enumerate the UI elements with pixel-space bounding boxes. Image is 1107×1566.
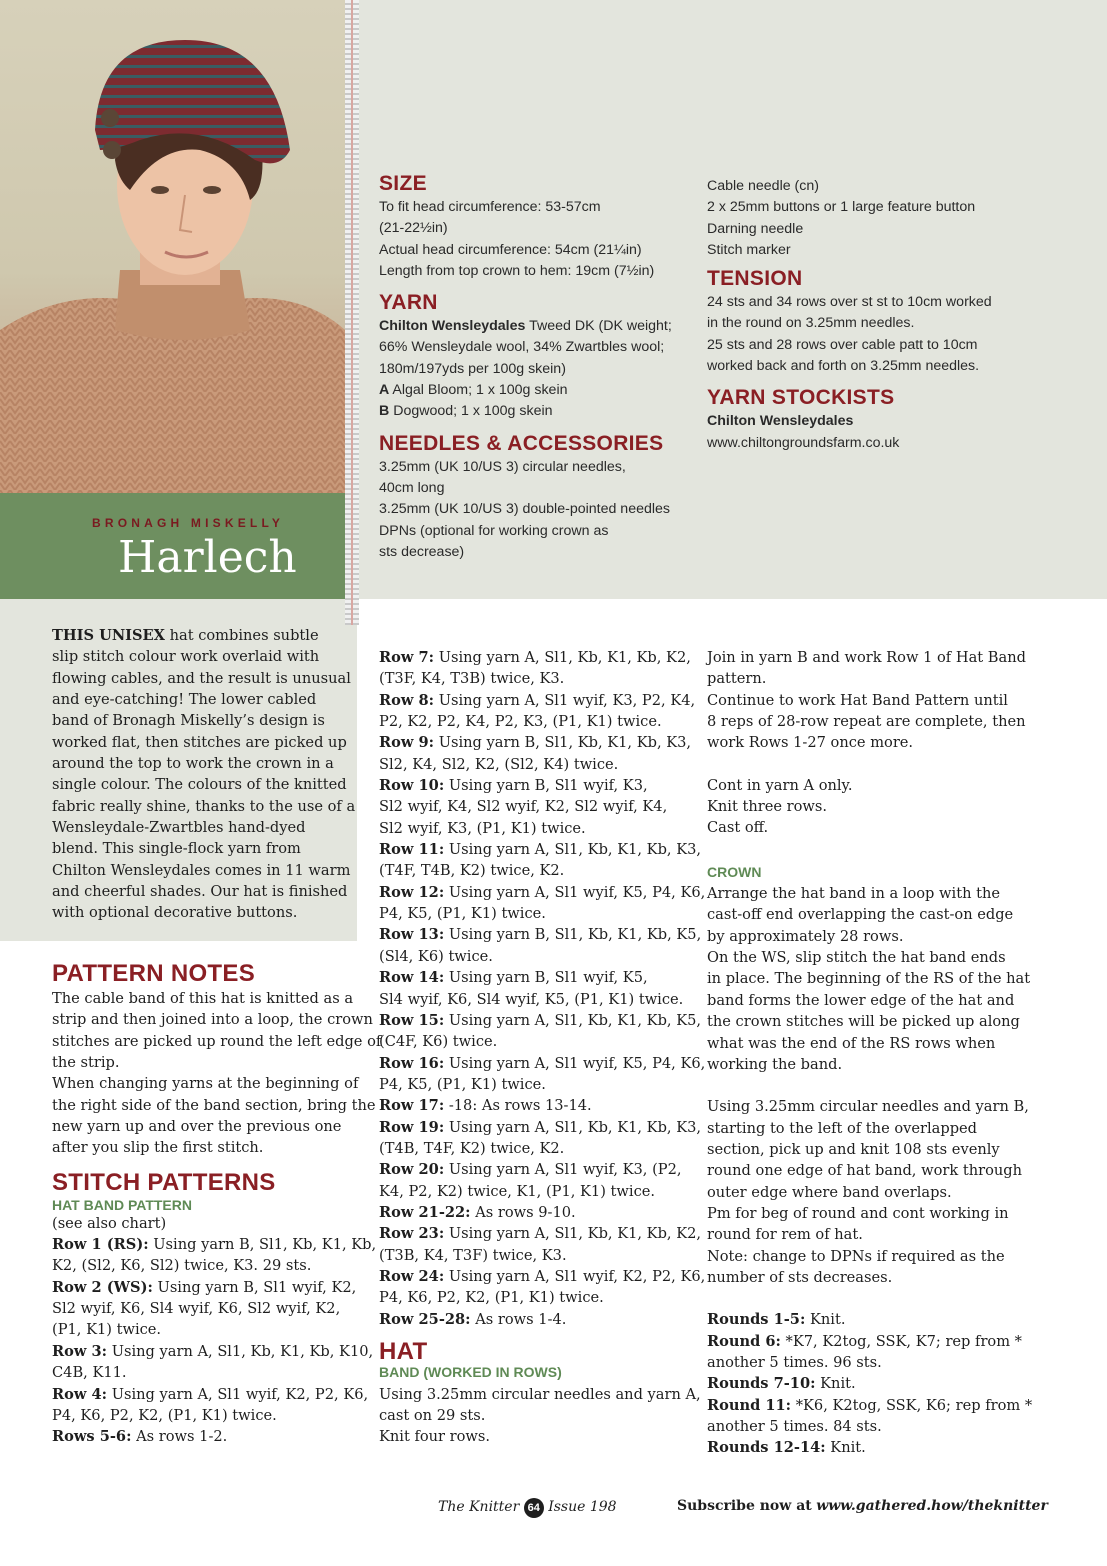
accessories-list: Cable needle (cn) 2 x 25mm buttons or 1 large feature button Darning needle Stitch marker xyxy=(707,178,976,258)
specs-column-right xyxy=(707,176,1037,454)
tension-heading: TENSION xyxy=(707,267,803,291)
stitch-patterns-heading: STITCH PATTERNS xyxy=(52,1168,276,1196)
stockists-heading: YARN STOCKISTS xyxy=(707,386,895,410)
size-details: To fit head circumference: 53-57cm (21-22½in) Actual head circumference: 54cm (21¼in) Length from top crown to hem: 19cm (7½in) xyxy=(379,199,655,279)
subscribe-link[interactable]: www.gathered.how/theknitter xyxy=(816,1498,1048,1514)
model-illustration xyxy=(0,0,345,493)
magazine-name: The Knitter xyxy=(438,1499,520,1515)
needles-heading: NEEDLES & ACCESSORIES xyxy=(379,431,664,455)
designer-name: BRONAGH MISKELLY xyxy=(92,516,285,530)
hat-band-pattern-subheading: HAT BAND PATTERN xyxy=(52,1196,192,1213)
column-1 xyxy=(52,960,382,1448)
needles-details: 3.25mm (UK 10/US 3) circular needles, 40cm long 3.25mm (UK 10/US 3) double-pointed needles DPNs (optional for working crown as sts decrease) xyxy=(379,458,671,560)
zip-decoration xyxy=(345,0,359,625)
pattern-notes-heading: PATTERN NOTES xyxy=(52,960,256,987)
yarn-heading: YARN xyxy=(379,291,438,315)
intro-lead: THIS UNISEX xyxy=(52,627,165,644)
crown-subheading: CROWN xyxy=(707,863,762,880)
yarn-details: Chilton Wensleydales Tweed DK (DK weight; 66% Wensleydale wool, 34% Zwartbles wool; 180m/197yds per 100g skein) A Algal Bloom; 1 x 100g skein B Dogwood; 1 x 100g skein xyxy=(379,318,672,420)
pattern-notes-text: The cable band of this hat is knitted as a strip and then joined into a loop, the crown stitches are picked up round the left edge of the strip. When changing yarns at the beginning of the right side of the band section, bring the new yarn up and over the previous one after you slip the first stitch. xyxy=(52,990,382,1157)
footer-subscribe: Subscribe now at www.gathered.how/theknitter xyxy=(677,1498,1048,1514)
footer-issue xyxy=(438,1498,617,1518)
hat-heading: HAT xyxy=(379,1338,428,1365)
issue-number: Issue 198 xyxy=(548,1499,617,1515)
stockists-details: Chilton Wensleydales www.chiltongroundsfarm.co.uk xyxy=(707,411,1037,454)
page-number: 64 xyxy=(524,1498,544,1518)
model-photo xyxy=(0,0,345,493)
hat-band-rows: (see also chart) Row 1 (RS): Using yarn B, Sl1, Kb, K1, Kb, K2, (Sl2, K6, Sl2) twice, K3. 29 sts. Row 2 (WS): Using yarn B, Sl1 wyif, K2, Sl2 wyif, K6, Sl4 wyif, K6, Sl2 wyif, K2, (P1, K1) twice. Row 3: Using yarn A, Sl1, Kb, K1, Kb, K10, C4B, K11. Row 4: Using yarn A, Sl1 wyif, K2, P2, K6, P4, K6, P2, K2, (P1, K1) twice. Rows 5-6: As rows 1-2. xyxy=(52,1214,377,1446)
band-subheading: BAND (WORKED IN ROWS) xyxy=(379,1364,562,1381)
column-3: Join in yarn B and work Row 1 of Hat Band pattern. Continue to work Hat Band Pattern until 8 reps of 28-row repeat are complete, then work Rows 1-27 once more. Cont in yarn A only. Knit three rows. Cast off. CROWN Arrange the hat band in a loop with the cast-off end overlapping the cast-on edge by approximately 28 rows. On the WS, slip stitch the hat band ends in place. The beginning of the RS of the hat band forms the lower edge of the hat and the crown stitches will be picked up along what was the end of the RS rows when working the band. Using 3.25mm circular needles and yarn B, starting to the left of the overlapped section, pick up and knit 108 sts evenly round one edge of hat band, work through outer edge where band overlaps. Pm for beg of round and cont working in round for rem of hat. Note: change to DPNs if required as the number of sts decreases. Rounds 1-5: Knit. Round 6: *K7, K2tog, SSK, K7; rep from * another 5 times. 96 sts. Rounds 7-10: Knit. Round 11: *K6, K2tog, SSK, K6; rep from * another 5 times. 84 sts. Rounds 12-14: Knit. xyxy=(707,647,1037,1459)
stockist-url[interactable]: www.chiltongroundsfarm.co.uk xyxy=(707,434,900,451)
tension-details: 24 sts and 34 rows over st st to 10cm worked in the round on 3.25mm needles. 25 sts and 28 rows over cable patt to 10cm worked back and forth on 3.25mm needles. xyxy=(707,294,992,375)
specs-column-left xyxy=(379,172,699,563)
intro-text: THIS UNISEX hat combines subtle slip stitch colour work overlaid with flowing cables, and the result is unusual and eye-catching! The lower cabled band of Bronagh Miskelly’s design is worked flat, then stitches are picked up around the top to work the crown in a single colour. The colours of the knitted fabric really shine, thanks to the use of a Wensleydale-Zwartbles hand-dyed blend. This single-flock yarn from Chilton Wensleydales comes in 11 warm and cheerful shades. Our hat is finished with optional decorative buttons. xyxy=(52,627,356,922)
pattern-title: Harlech xyxy=(118,532,297,583)
size-heading: SIZE xyxy=(379,172,427,195)
yarn-brand: Chilton Wensleydales xyxy=(379,318,526,335)
column-2: Row 7: Using yarn A, Sl1, Kb, K1, Kb, K2, (T3F, K4, T3B) twice, K3. Row 8: Using yarn A, Sl1 wyif, K3, P2, K4, P2, K2, P2, K4, P2, K3, (P1, K1) twice. Row 9: Using yarn B, Sl1, Kb, K1, Kb, K3, Sl2, K4, Sl2, K2, (Sl2, K4) twice. Row 10: Using yarn B, Sl1 wyif, K3, Sl2 wyif, K4, Sl2 wyif, K2, Sl2 wyif, K4, Sl2 wyif, K3, (P1, K1) twice. Row 11: Using yarn A, Sl1, Kb, K1, Kb, K3, (T4F, T4B, K2) twice, K2. Row 12: Using yarn A, Sl1 wyif, K5, P4, K6, P4, K5, (P1, K1) twice. Row 13: Using yarn B, Sl1, Kb, K1, Kb, K5, (Sl4, K6) twice. Row 14: Using yarn B, Sl1 wyif, K5, Sl4 wyif, K6, Sl4 wyif, K5, (P1, K1) twice. Row 15: Using yarn A, Sl1, Kb, K1, Kb, K5, (C4F, K6) twice. Row 16: Using yarn A, Sl1 wyif, K5, P4, K6, P4, K5, (P1, K1) twice. Row 17: -18: As rows 13-14. Row 19: Using yarn A, Sl1, Kb, K1, Kb, K3, (T4B, T4F, K2) twice, K2. Row 20: Using yarn A, Sl1 wyif, K3, (P2, K4, P2, K2) twice, K1, (P1, K1) twice. Row 21-22: As rows 9-10. Row 23: Using yarn A, Sl1, Kb, K1, Kb, K2, (T3B, K4, T3F) twice, K3. Row 24: Using yarn A, Sl1 wyif, K2, P2, K6, P4, K6, P2, K2, (P1, K1) twice. Row 25-28: As rows 1-4. HAT BAND (WORKED IN ROWS) Using 3.25mm circular needles and yarn A, cast on 29 sts. Knit four rows. xyxy=(379,649,706,1446)
